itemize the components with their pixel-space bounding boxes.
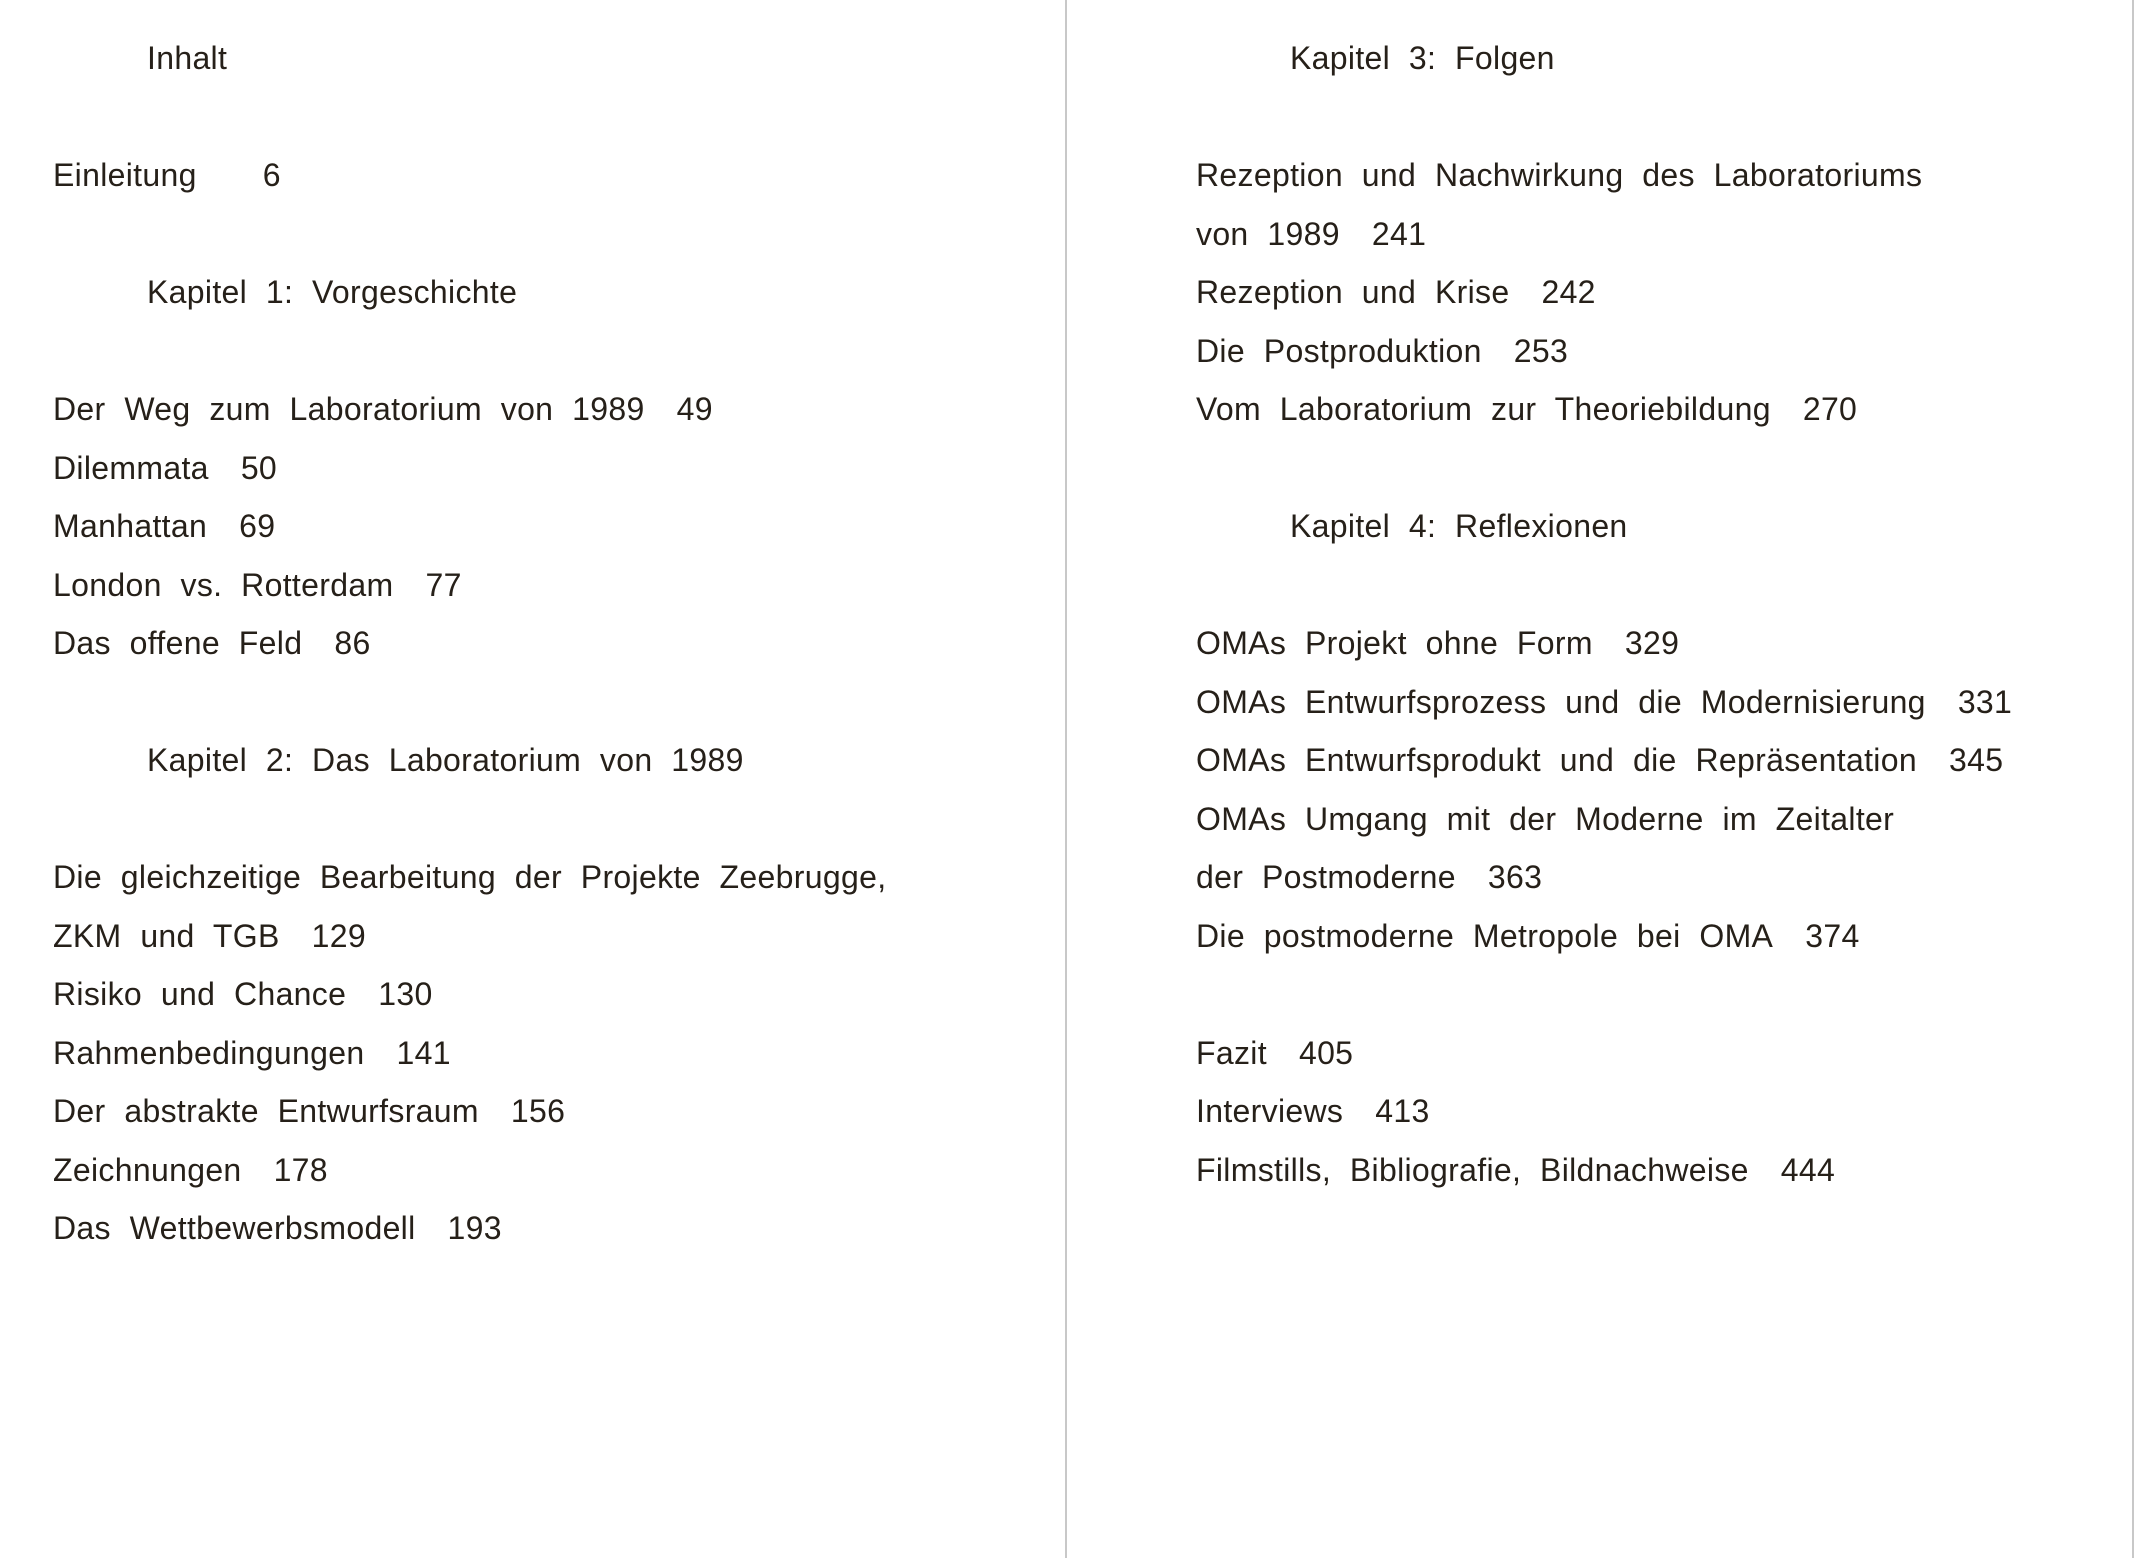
toc-entry [1196, 790, 2132, 849]
toc-entry-text: Das offene Feld [53, 625, 303, 661]
toc-entry [53, 907, 1065, 966]
toc-entry-text: Kapitel 4: Reflexionen [1290, 508, 1628, 544]
toc-entry-text: von 1989 [1196, 215, 1340, 252]
toc-entry [53, 1082, 1065, 1141]
toc-entry-text: Zeichnungen [53, 1151, 242, 1188]
toc-entry-text: Das Wettbewerbsmodell [53, 1210, 416, 1246]
toc-entry-text: Kapitel 3: Folgen [1290, 40, 1555, 76]
toc-entry-page-number: 363 [1487, 859, 1543, 895]
toc-entry-page-number: 444 [1780, 1151, 1836, 1188]
toc-entry-page-number: 405 [1298, 1034, 1354, 1071]
toc-entry-page-number: 253 [1513, 332, 1569, 369]
toc-entry [53, 1199, 1065, 1258]
toc-entry [53, 614, 1065, 673]
toc-entry [53, 1141, 1065, 1200]
toc-heading [1196, 29, 2132, 88]
toc-entry-text: Kapitel 2: Das Laboratorium von 1989 [147, 742, 744, 778]
toc-entry [1196, 263, 2132, 322]
toc-blank-line [53, 205, 1065, 264]
toc-entry-text: Risiko und Chance [53, 976, 347, 1012]
toc-entry-page-number: 242 [1541, 274, 1596, 310]
toc-entry-page-number: 156 [510, 1093, 566, 1129]
toc-entry-text: Dilemmata [53, 449, 209, 486]
toc-entry [1196, 907, 2132, 966]
toc-entry-text: Die Postproduktion [1196, 332, 1482, 369]
toc-entry-text: OMAs Umgang mit der Moderne im Zeitalter [1196, 800, 1895, 837]
toc-entry [53, 965, 1065, 1024]
toc-entry [53, 848, 1065, 907]
toc-entry [1196, 673, 2132, 732]
toc-entry-page-number: 50 [240, 449, 278, 486]
toc-entry [53, 380, 1065, 439]
toc-heading [1196, 497, 2132, 556]
toc-entry-text: London vs. Rotterdam [53, 566, 394, 603]
toc-entry-text: Die postmoderne Metropole bei OMA [1196, 917, 1774, 954]
toc-entry [1196, 731, 2132, 790]
toc-entry-text: Filmstills, Bibliografie, Bildnachweise [1196, 1151, 1749, 1188]
toc-entry [53, 439, 1065, 498]
toc-entry [1196, 1082, 2132, 1141]
toc-page-right [1196, 29, 2132, 1199]
toc-entry-page-number: 270 [1802, 391, 1858, 427]
page-right-edge-line [2132, 0, 2134, 1558]
toc-heading [53, 263, 1065, 322]
toc-entry [1196, 146, 2132, 205]
toc-entry-text: der Postmoderne [1196, 859, 1456, 895]
toc-entry-page-number: 374 [1805, 917, 1860, 954]
toc-entry-text: Rahmenbedingungen [53, 1034, 365, 1071]
toc-entry-text: Der Weg zum Laboratorium von 1989 [53, 391, 645, 427]
toc-blank-line [1196, 965, 2132, 1024]
toc-entry-page-number: 69 [239, 508, 276, 544]
toc-entry-text: Vom Laboratorium zur Theoriebildung [1196, 391, 1771, 427]
toc-entry-text: Rezeption und Krise [1196, 274, 1510, 310]
toc-entry-text: Rezeption und Nachwirkung des Laboratoriums [1196, 157, 1923, 193]
toc-entry-text: Fazit [1196, 1034, 1267, 1071]
toc-entry [1196, 1141, 2132, 1200]
toc-entry-text: Manhattan [53, 508, 208, 544]
toc-entry [1196, 322, 2132, 381]
toc-entry-page-number: 178 [273, 1151, 328, 1188]
toc-entry-page-number: 130 [378, 976, 433, 1012]
toc-blank-line [1196, 556, 2132, 615]
toc-blank-line [1196, 439, 2132, 498]
toc-entry-page-number: 6 [262, 157, 281, 193]
toc-heading [53, 29, 1065, 88]
page-gutter-divider [1065, 0, 1067, 1558]
toc-entry-text: Die gleichzeitige Bearbeitung der Projekte Zeebrugge, [53, 859, 887, 895]
toc-entry-text: Inhalt [147, 40, 228, 76]
toc-entry-page-number: 345 [1948, 742, 2004, 778]
toc-entry-text: Kapitel 1: Vorgeschichte [147, 274, 518, 310]
toc-entry [1196, 614, 2132, 673]
toc-blank-line [53, 673, 1065, 732]
toc-entry [1196, 380, 2132, 439]
toc-entry [1196, 1024, 2132, 1083]
toc-blank-line [53, 790, 1065, 849]
toc-entry-text: ZKM und TGB [53, 917, 280, 954]
toc-blank-line [1196, 88, 2132, 147]
toc-entry-text: Interviews [1196, 1093, 1344, 1129]
toc-entry [53, 556, 1065, 615]
toc-entry-page-number: 329 [1624, 625, 1680, 661]
toc-entry-page-number: 129 [311, 917, 367, 954]
toc-entry-page-number: 86 [334, 625, 371, 661]
toc-entry-page-number: 49 [676, 391, 713, 427]
toc-heading [53, 731, 1065, 790]
toc-entry-text: Einleitung [53, 157, 197, 193]
toc-entry [1196, 205, 2132, 264]
toc-entry-text: OMAs Entwurfsprozess und die Modernisierung [1196, 683, 1926, 720]
toc-entry-page-number: 331 [1957, 683, 2013, 720]
toc-entry-text: OMAs Entwurfsprodukt und die Repräsentation [1196, 742, 1917, 778]
toc-page-left [53, 29, 1065, 1258]
toc-entry-text: Der abstrakte Entwurfsraum [53, 1093, 479, 1129]
toc-entry-page-number: 413 [1375, 1093, 1430, 1129]
toc-entry [53, 1024, 1065, 1083]
toc-entry [1196, 848, 2132, 907]
toc-entry-page-number: 241 [1371, 215, 1427, 252]
toc-entry [53, 497, 1065, 556]
toc-entry-text: OMAs Projekt ohne Form [1196, 625, 1593, 661]
toc-entry-page-number: 193 [447, 1210, 502, 1246]
toc-entry [53, 146, 1065, 205]
toc-entry-page-number: 77 [425, 566, 462, 603]
toc-blank-line [53, 88, 1065, 147]
toc-blank-line [53, 322, 1065, 381]
toc-entry-page-number: 141 [396, 1034, 451, 1071]
